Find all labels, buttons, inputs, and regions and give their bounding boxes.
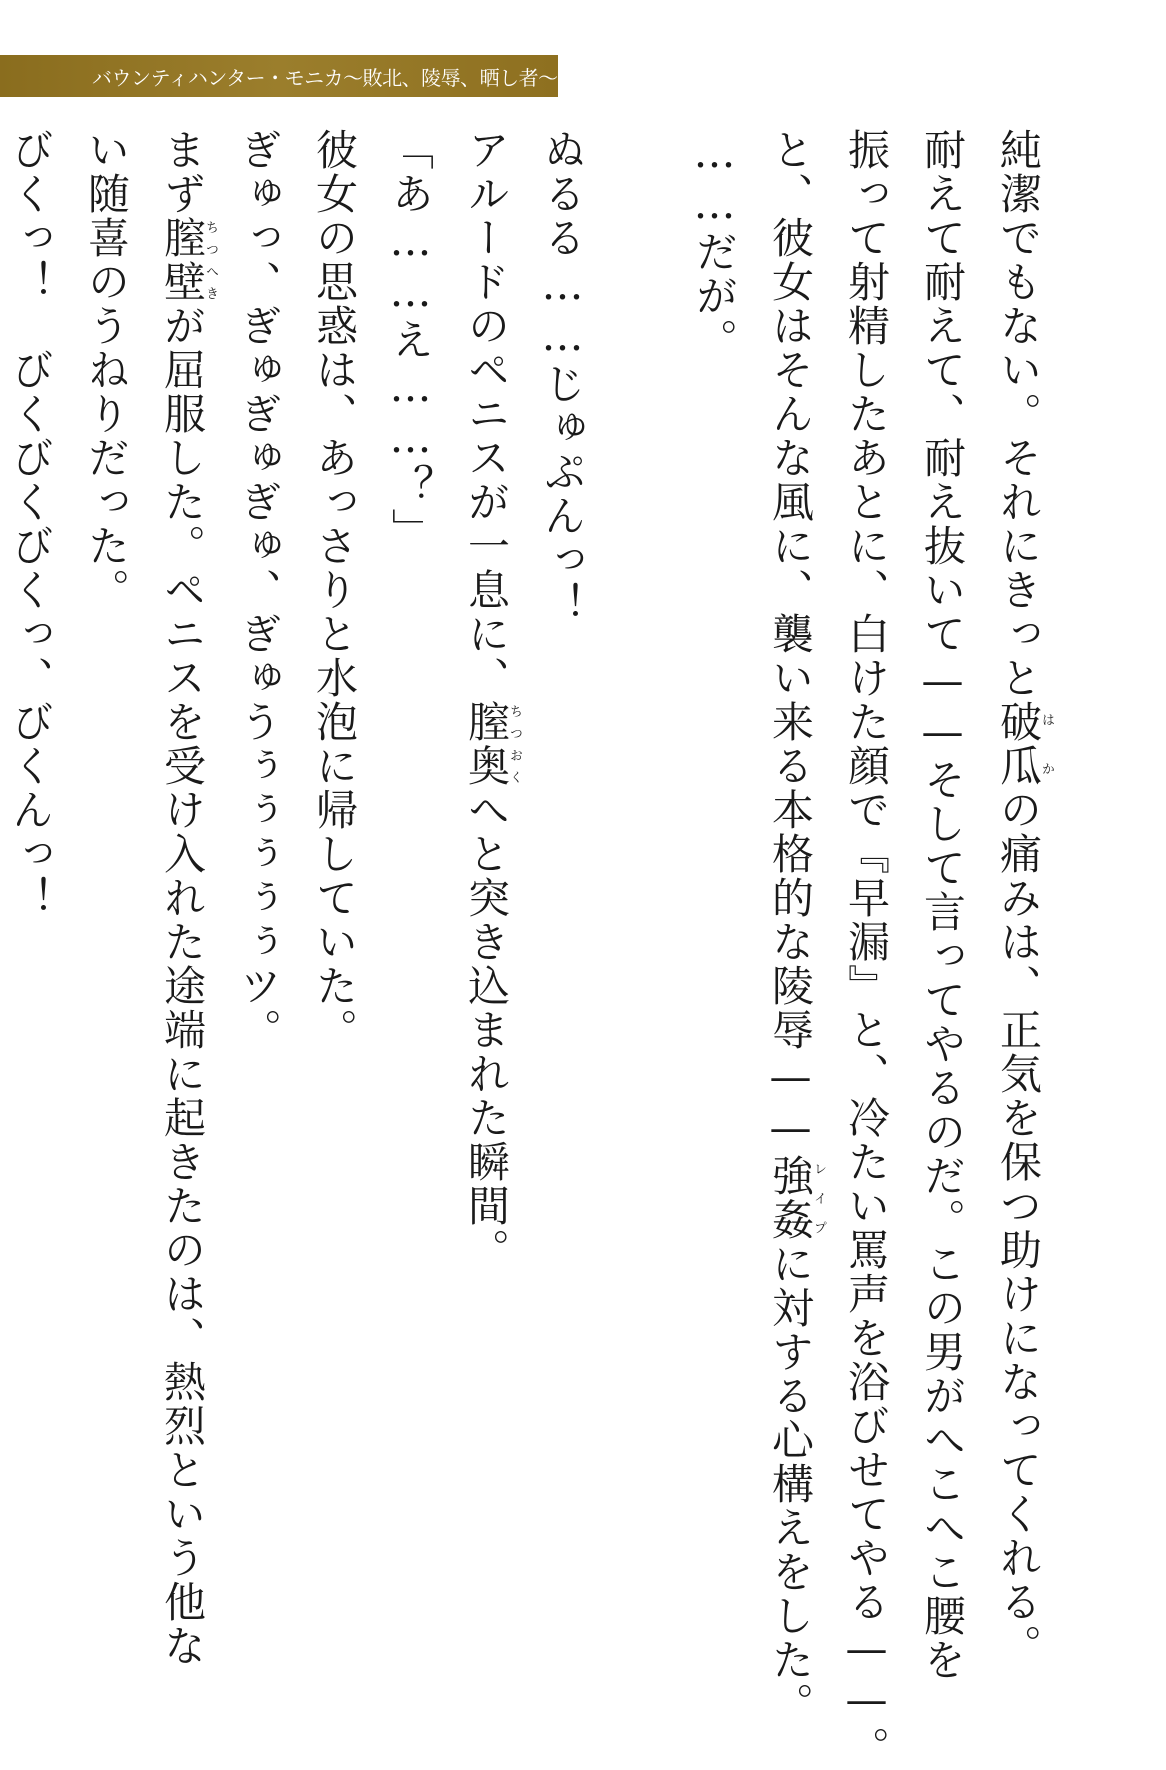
- text-line: ぎゅっ、ぎゅぎゅぎゅ、ぎゅうぅぅぅぅぅツ。: [234, 128, 283, 1052]
- ruby-annotation: 膣壁ちつへき: [158, 216, 218, 304]
- running-header-title: バウンティハンター・モニカ〜敗北、陵辱、晒し者〜: [92, 65, 558, 90]
- text-line: ……だが。: [690, 128, 739, 362]
- text-line: 彼女の思惑は、あっさりと水泡に帰していた。: [310, 128, 359, 1052]
- ruby-annotation: 強姦レイプ: [766, 1154, 826, 1242]
- text-line: 純潔でもない。それにきっと破瓜はかの痛みは、正気を保つ助けになってくれる。: [994, 128, 1054, 1668]
- text-line: 「あ……え……？」: [386, 128, 435, 552]
- text-line: 振って射精したあとに、白けた顔で『早漏』と、冷たい罵声を浴びせてやる——。: [842, 128, 891, 1770]
- text-line: と、彼女はそんな風に、襲い来る本格的な陵辱——強姦レイプに対する心構えをした。: [766, 128, 826, 1726]
- ruby-annotation: 破瓜はか: [994, 700, 1054, 788]
- vertical-body-text: [0, 128, 1056, 1770]
- text-line: まず膣壁ちつへきが屈服した。ペニスを受け入れた途端に起きたのは、熱烈という他な: [158, 128, 218, 1668]
- ruby-annotation: 膣奥ちつおく: [462, 700, 522, 788]
- text-line: アルードのペニスが一息に、膣奥ちつおくへと突き込まれた瞬間。: [462, 128, 522, 1272]
- text-line: い随喜のうねりだった。: [82, 128, 131, 612]
- text-line: ぬるる……じゅぷんっ！: [538, 128, 587, 626]
- text-line: [600, 128, 676, 1628]
- text-line: 耐えて耐えて、耐え抜いて——そして言ってやるのだ。この男がへこへこ腰を: [918, 128, 967, 1682]
- running-header-band: [0, 55, 558, 97]
- text-line: びくっ！ びくびくびくっ、びくんっ！: [6, 128, 55, 920]
